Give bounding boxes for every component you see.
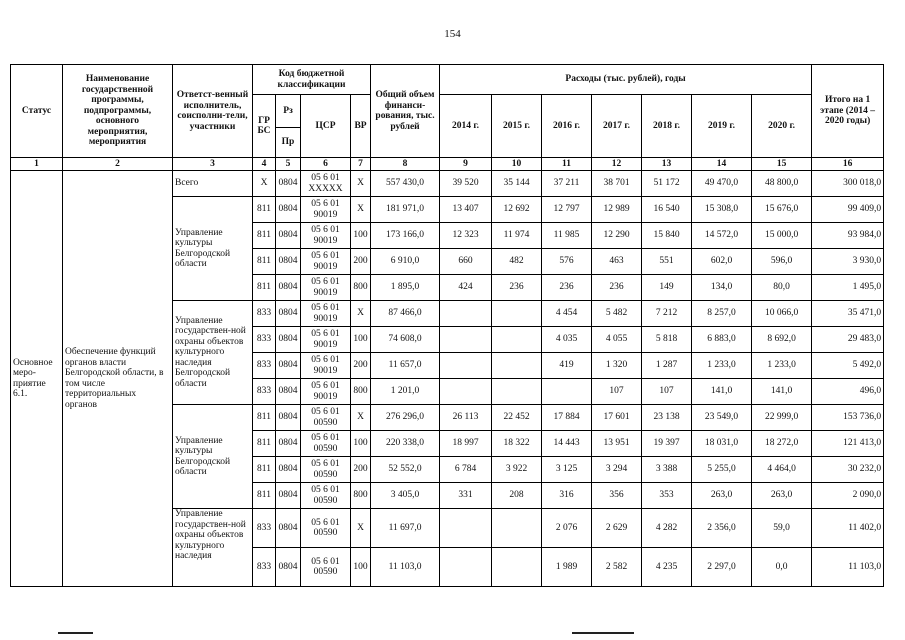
rz-pr-cell: 0804 <box>276 548 301 587</box>
year-value-cell: 6 784 <box>440 457 492 483</box>
column-number: 4 <box>253 158 276 171</box>
csr-cell: 05 6 01 90019 <box>301 379 351 405</box>
column-number: 13 <box>642 158 692 171</box>
stage-total-cell: 153 736,0 <box>812 405 884 431</box>
year-value-cell: 141,0 <box>692 379 752 405</box>
year-value-cell: 602,0 <box>692 249 752 275</box>
year-value-cell: 16 540 <box>642 197 692 223</box>
rz-pr-cell: 0804 <box>276 275 301 301</box>
year-value-cell: 263,0 <box>692 483 752 509</box>
year-value-cell: 22 452 <box>492 405 542 431</box>
year-value-cell: 331 <box>440 483 492 509</box>
year-value-cell: 3 125 <box>542 457 592 483</box>
total-cell: 276 296,0 <box>371 405 440 431</box>
vr-cell: X <box>351 301 371 327</box>
year-value-cell: 4 282 <box>642 509 692 548</box>
stage-total-cell: 121 413,0 <box>812 431 884 457</box>
year-value-cell: 463 <box>592 249 642 275</box>
year-value-cell: 12 290 <box>592 223 642 249</box>
year-value-cell: 19 397 <box>642 431 692 457</box>
year-value-cell: 236 <box>592 275 642 301</box>
year-value-cell: 2 629 <box>592 509 642 548</box>
header-year: 2014 г. <box>440 95 492 158</box>
year-value-cell: 80,0 <box>752 275 812 301</box>
year-value-cell <box>440 301 492 327</box>
year-value-cell: 18 272,0 <box>752 431 812 457</box>
vr-cell: X <box>351 509 371 548</box>
footer-rule <box>58 632 93 634</box>
column-number: 12 <box>592 158 642 171</box>
column-number: 5 <box>276 158 301 171</box>
total-cell: 87 466,0 <box>371 301 440 327</box>
stage-total-cell: 496,0 <box>812 379 884 405</box>
total-cell: 173 166,0 <box>371 223 440 249</box>
total-cell: 11 103,0 <box>371 548 440 587</box>
csr-cell: 05 6 01 00590 <box>301 405 351 431</box>
total-cell: 11 657,0 <box>371 353 440 379</box>
year-value-cell: 576 <box>542 249 592 275</box>
year-value-cell: 8 257,0 <box>692 301 752 327</box>
rz-pr-cell: 0804 <box>276 509 301 548</box>
stage-total-cell: 3 930,0 <box>812 249 884 275</box>
stage-total-cell: 1 495,0 <box>812 275 884 301</box>
csr-cell: 05 6 01 00590 <box>301 483 351 509</box>
year-value-cell: 2 297,0 <box>692 548 752 587</box>
rz-pr-cell: 0804 <box>276 457 301 483</box>
csr-cell: 05 6 01 90019 <box>301 249 351 275</box>
year-value-cell: 3 294 <box>592 457 642 483</box>
year-value-cell: 1 233,0 <box>752 353 812 379</box>
status-cell: Основное меро-приятие 6.1. <box>11 171 63 587</box>
year-value-cell: 1 320 <box>592 353 642 379</box>
year-value-cell: 149 <box>642 275 692 301</box>
column-number: 3 <box>173 158 253 171</box>
stage-total-cell: 300 018,0 <box>812 171 884 197</box>
header-year: 2017 г. <box>592 95 642 158</box>
year-value-cell: 141,0 <box>752 379 812 405</box>
grbs-cell: 833 <box>253 548 276 587</box>
header-status: Статус <box>11 65 63 158</box>
year-value-cell: 12 797 <box>542 197 592 223</box>
year-value-cell: 236 <box>542 275 592 301</box>
column-number: 16 <box>812 158 884 171</box>
column-number: 1 <box>11 158 63 171</box>
stage-total-cell: 11 103,0 <box>812 548 884 587</box>
year-value-cell: 134,0 <box>692 275 752 301</box>
year-value-cell <box>492 327 542 353</box>
year-value-cell: 107 <box>592 379 642 405</box>
csr-cell: 05 6 01 00590 <box>301 548 351 587</box>
budget-table <box>10 64 884 587</box>
vr-cell: 200 <box>351 457 371 483</box>
grbs-cell: 833 <box>253 353 276 379</box>
year-value-cell: 23 138 <box>642 405 692 431</box>
year-value-cell: 660 <box>440 249 492 275</box>
total-cell: 3 405,0 <box>371 483 440 509</box>
total-cell: 1 895,0 <box>371 275 440 301</box>
year-value-cell: 8 692,0 <box>752 327 812 353</box>
year-value-cell: 5 818 <box>642 327 692 353</box>
vr-cell: 100 <box>351 327 371 353</box>
year-value-cell: 5 482 <box>592 301 642 327</box>
header-rz: Рз <box>276 95 301 128</box>
header-year: 2019 г. <box>692 95 752 158</box>
year-value-cell: 4 454 <box>542 301 592 327</box>
year-value-cell <box>440 548 492 587</box>
year-value-cell: 13 951 <box>592 431 642 457</box>
rz-pr-cell: 0804 <box>276 249 301 275</box>
column-number: 2 <box>63 158 173 171</box>
year-value-cell: 35 144 <box>492 171 542 197</box>
rz-pr-cell: 0804 <box>276 171 301 197</box>
vr-cell: 100 <box>351 223 371 249</box>
year-value-cell: 4 035 <box>542 327 592 353</box>
page-number: 154 <box>444 28 461 40</box>
rz-pr-cell: 0804 <box>276 353 301 379</box>
year-value-cell: 48 800,0 <box>752 171 812 197</box>
vr-cell: 800 <box>351 379 371 405</box>
year-value-cell: 7 212 <box>642 301 692 327</box>
header-program: Наименование государственной программы, подпрограммы, основного мероприятия, мероприятия <box>63 65 173 158</box>
column-number: 7 <box>351 158 371 171</box>
stage-total-cell: 99 409,0 <box>812 197 884 223</box>
year-value-cell: 18 031,0 <box>692 431 752 457</box>
rz-pr-cell: 0804 <box>276 483 301 509</box>
year-value-cell: 11 985 <box>542 223 592 249</box>
year-value-cell: 11 974 <box>492 223 542 249</box>
year-value-cell: 10 066,0 <box>752 301 812 327</box>
year-value-cell: 17 601 <box>592 405 642 431</box>
grbs-cell: 811 <box>253 197 276 223</box>
year-value-cell: 12 323 <box>440 223 492 249</box>
year-value-cell <box>492 379 542 405</box>
year-value-cell: 12 692 <box>492 197 542 223</box>
footer-rule <box>572 632 634 634</box>
stage-total-cell: 93 984,0 <box>812 223 884 249</box>
vr-cell: 200 <box>351 353 371 379</box>
stage-total-cell: 2 090,0 <box>812 483 884 509</box>
total-cell: 11 697,0 <box>371 509 440 548</box>
year-value-cell <box>440 379 492 405</box>
column-number: 9 <box>440 158 492 171</box>
year-value-cell: 22 999,0 <box>752 405 812 431</box>
year-value-cell <box>440 353 492 379</box>
csr-cell: 05 6 01 90019 <box>301 327 351 353</box>
grbs-cell: 811 <box>253 275 276 301</box>
grbs-cell: 811 <box>253 405 276 431</box>
year-value-cell: 236 <box>492 275 542 301</box>
year-value-cell: 4 464,0 <box>752 457 812 483</box>
csr-cell: 05 6 01 00590 <box>301 431 351 457</box>
grbs-cell: 811 <box>253 249 276 275</box>
rz-pr-cell: 0804 <box>276 197 301 223</box>
vr-cell: 800 <box>351 483 371 509</box>
year-value-cell: 4 235 <box>642 548 692 587</box>
year-value-cell <box>492 301 542 327</box>
grbs-cell: 833 <box>253 301 276 327</box>
rz-pr-cell: 0804 <box>276 301 301 327</box>
vr-cell: X <box>351 197 371 223</box>
total-cell: 1 201,0 <box>371 379 440 405</box>
year-value-cell: 2 582 <box>592 548 642 587</box>
program-name-cell: Обеспечение функций органов власти Белгородской области, в том числе территориальных органов <box>63 171 173 587</box>
year-value-cell: 14 572,0 <box>692 223 752 249</box>
csr-cell: 05 6 01 00590 <box>301 509 351 548</box>
executor-cell: Управление культуры Белгородской области <box>173 405 253 509</box>
column-number: 6 <box>301 158 351 171</box>
column-number: 11 <box>542 158 592 171</box>
header-pr: Пр <box>276 128 301 158</box>
total-cell: 557 430,0 <box>371 171 440 197</box>
year-value-cell: 15 308,0 <box>692 197 752 223</box>
rz-pr-cell: 0804 <box>276 405 301 431</box>
year-value-cell: 596,0 <box>752 249 812 275</box>
year-value-cell: 107 <box>642 379 692 405</box>
grbs-cell: 811 <box>253 483 276 509</box>
vr-cell: 800 <box>351 275 371 301</box>
vr-cell: 100 <box>351 548 371 587</box>
year-value-cell: 2 356,0 <box>692 509 752 548</box>
header-year: 2018 г. <box>642 95 692 158</box>
year-value-cell: 316 <box>542 483 592 509</box>
year-value-cell: 37 211 <box>542 171 592 197</box>
executor-cell: Управление государствен-ной охраны объектов культурного наследия <box>173 509 253 587</box>
header-total: Общий объем финанси-рования, тыс. рублей <box>371 65 440 158</box>
header-csr: ЦСР <box>301 95 351 158</box>
rz-pr-cell: 0804 <box>276 431 301 457</box>
year-value-cell: 1 233,0 <box>692 353 752 379</box>
table-body <box>11 171 884 587</box>
stage-total-cell: 30 232,0 <box>812 457 884 483</box>
vr-cell: 200 <box>351 249 371 275</box>
rz-pr-cell: 0804 <box>276 327 301 353</box>
year-value-cell <box>492 353 542 379</box>
year-value-cell: 3 388 <box>642 457 692 483</box>
grbs-cell: 811 <box>253 223 276 249</box>
vr-cell: 100 <box>351 431 371 457</box>
csr-cell: 05 6 01 90019 <box>301 353 351 379</box>
executor-cell: Управление государствен-ной охраны объектов культурного наследия Белгородской области <box>173 301 253 405</box>
grbs-cell: 811 <box>253 431 276 457</box>
year-value-cell: 356 <box>592 483 642 509</box>
year-value-cell <box>440 327 492 353</box>
executor-cell: Всего <box>173 171 253 197</box>
header-expenses: Расходы (тыс. рублей), годы <box>440 65 812 95</box>
year-value-cell: 551 <box>642 249 692 275</box>
column-number: 14 <box>692 158 752 171</box>
year-value-cell: 5 255,0 <box>692 457 752 483</box>
csr-cell: 05 6 01 90019 <box>301 197 351 223</box>
year-value-cell: 49 470,0 <box>692 171 752 197</box>
column-number: 15 <box>752 158 812 171</box>
year-value-cell: 15 840 <box>642 223 692 249</box>
header-executor: Ответст-венный исполнитель, соисполни-тели, участники <box>173 65 253 158</box>
total-cell: 181 971,0 <box>371 197 440 223</box>
header-year: 2016 г. <box>542 95 592 158</box>
year-value-cell: 2 076 <box>542 509 592 548</box>
total-cell: 74 608,0 <box>371 327 440 353</box>
year-value-cell: 424 <box>440 275 492 301</box>
year-value-cell: 26 113 <box>440 405 492 431</box>
year-value-cell: 51 172 <box>642 171 692 197</box>
year-value-cell: 6 883,0 <box>692 327 752 353</box>
year-value-cell: 13 407 <box>440 197 492 223</box>
year-value-cell: 419 <box>542 353 592 379</box>
year-value-cell: 263,0 <box>752 483 812 509</box>
year-value-cell <box>492 548 542 587</box>
year-value-cell: 1 989 <box>542 548 592 587</box>
stage-total-cell: 5 492,0 <box>812 353 884 379</box>
vr-cell: X <box>351 171 371 197</box>
header-year: 2015 г. <box>492 95 542 158</box>
csr-cell: 05 6 01 90019 <box>301 223 351 249</box>
header-budget-code: Код бюджетной классификации <box>253 65 371 95</box>
year-value-cell: 4 055 <box>592 327 642 353</box>
grbs-cell: 833 <box>253 379 276 405</box>
header-stage-total: Итого на 1 этапе (2014 – 2020 годы) <box>812 65 884 158</box>
header-grbs: ГР БС <box>253 95 276 158</box>
csr-cell: 05 6 01 00590 <box>301 457 351 483</box>
grbs-cell: 833 <box>253 327 276 353</box>
grbs-cell: 811 <box>253 457 276 483</box>
year-value-cell: 17 884 <box>542 405 592 431</box>
rz-pr-cell: 0804 <box>276 379 301 405</box>
year-value-cell: 18 997 <box>440 431 492 457</box>
csr-cell: 05 6 01 XXXXX <box>301 171 351 197</box>
year-value-cell: 482 <box>492 249 542 275</box>
year-value-cell: 15 000,0 <box>752 223 812 249</box>
column-number: 10 <box>492 158 542 171</box>
year-value-cell: 39 520 <box>440 171 492 197</box>
year-value-cell: 15 676,0 <box>752 197 812 223</box>
grbs-cell: 833 <box>253 509 276 548</box>
year-value-cell <box>440 509 492 548</box>
year-value-cell: 208 <box>492 483 542 509</box>
year-value-cell: 18 322 <box>492 431 542 457</box>
year-value-cell: 59,0 <box>752 509 812 548</box>
year-value-cell: 353 <box>642 483 692 509</box>
header-year: 2020 г. <box>752 95 812 158</box>
year-value-cell: 38 701 <box>592 171 642 197</box>
vr-cell: X <box>351 405 371 431</box>
header-vr: ВР <box>351 95 371 158</box>
year-value-cell: 1 287 <box>642 353 692 379</box>
total-cell: 6 910,0 <box>371 249 440 275</box>
csr-cell: 05 6 01 90019 <box>301 301 351 327</box>
year-value-cell <box>542 379 592 405</box>
year-value-cell: 23 549,0 <box>692 405 752 431</box>
total-cell: 220 338,0 <box>371 431 440 457</box>
total-cell: 52 552,0 <box>371 457 440 483</box>
rz-pr-cell: 0804 <box>276 223 301 249</box>
stage-total-cell: 11 402,0 <box>812 509 884 548</box>
stage-total-cell: 29 483,0 <box>812 327 884 353</box>
executor-cell: Управление культуры Белгородской области <box>173 197 253 301</box>
year-value-cell <box>492 509 542 548</box>
year-value-cell: 12 989 <box>592 197 642 223</box>
table-row <box>11 171 884 197</box>
year-value-cell: 0,0 <box>752 548 812 587</box>
grbs-cell: X <box>253 171 276 197</box>
column-number: 8 <box>371 158 440 171</box>
stage-total-cell: 35 471,0 <box>812 301 884 327</box>
csr-cell: 05 6 01 90019 <box>301 275 351 301</box>
year-value-cell: 14 443 <box>542 431 592 457</box>
year-value-cell: 3 922 <box>492 457 542 483</box>
